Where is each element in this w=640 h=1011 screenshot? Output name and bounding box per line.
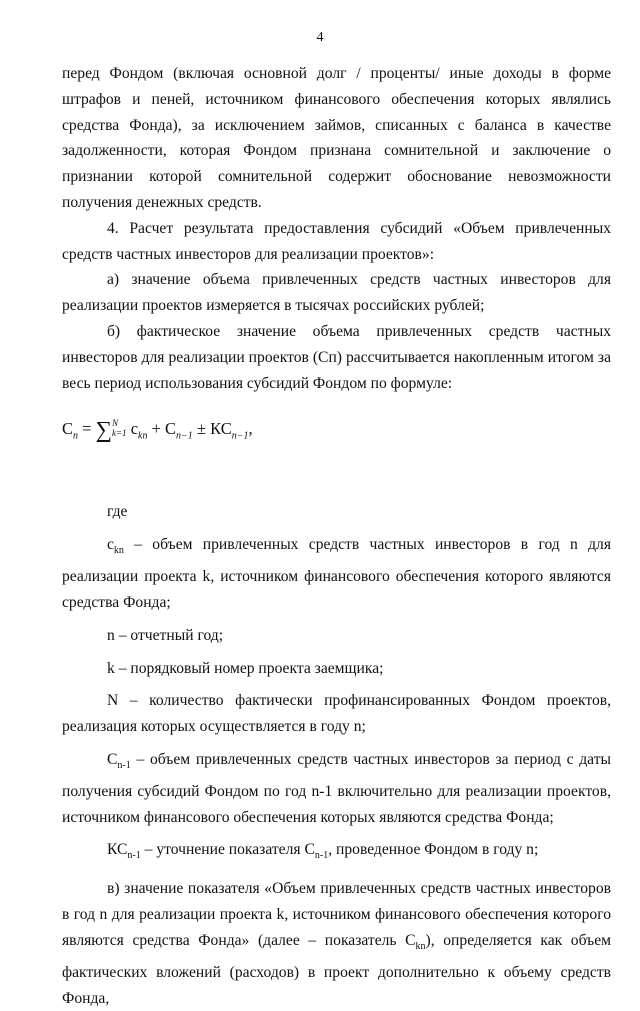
formula-plus: + [151, 419, 161, 439]
formula-sum-limits: N k=1 [111, 418, 127, 439]
paragraph-item-v: в) значение показателя «Объем привлеченных средств частных инвесторов в год n для реализации проекта k, источником финансового обеспечения которого являются средства Фонда» (далее – показатель $С_{kn}$), определяется как объем фактических вложений (расходов) в проект дополнительно к объему средств Фонда, [62, 880, 612, 1007]
formula-prev: $С_{n-1}$ [165, 419, 193, 442]
definition-N: N – количество фактически профинансированных Фондом проектов, реализация которых осуществляется в году n; [62, 692, 611, 736]
body-text [62, 61, 611, 1011]
definition-k: k – порядковый номер проекта заемщика; [107, 659, 384, 677]
definition-kcn1: $КС_{n-1}$ – уточнение показателя $С_{n-1}$, проведенное Фондом в году n; [107, 841, 539, 862]
formula-sigma: ∑ [95, 417, 112, 443]
formula: $С_n$ = ∑ N k=1 $c_{kn} + С_{n-1} \pm КС_{n-1}$, [62, 417, 253, 443]
definition-ckn: $с_{kn}$ – объем привлеченных средств частных инвесторов в год n для реализации проекта k, источником финансового обеспечения которого являются средства Фонда; [62, 536, 611, 611]
formula-equals: = [82, 419, 92, 439]
definition-n: n – отчетный год; [107, 626, 224, 644]
definition-cn1: $С_{n-1}$ – объем привлеченных средств частных инвесторов за период с даты получения субсидий Фондом по год n-1 включительно для реализации проектов, источником финансового обеспечения которых являются средства Фонда; [62, 750, 611, 826]
page-number: 4 [316, 30, 324, 45]
where-label: где [107, 503, 128, 521]
paragraph-item-a: а) значение объема привлеченных средств частных инвесторов для реализации проектов измеряется в тысячах российских рублей; [62, 271, 611, 315]
formula-term: $c_{kn}$ [130, 419, 148, 442]
formula-lhs: $С_n$ [62, 419, 79, 442]
formula-plus-minus: ± [196, 419, 206, 439]
paragraph-continuation: перед Фондом (включая основной долг / проценты/ иные доходы в форме штрафов и пеней, источником финансового обеспечения которых являлись средства Фонда), за исключением займов, списанных с баланса в качестве задолженности, которая Фондом признана сомнительной и заключение о признании которой сомнительной содержит обоснование невозможности получения денежных средств. [62, 65, 611, 211]
paragraph-item-b: б) фактическое значение объема привлеченных средств частных инвесторов для реализации проектов (Сп) рассчитывается накопленным итогом за весь период использования субсидий Фондом по формуле: [62, 322, 611, 392]
paragraph-item-4: 4. Расчет результата предоставления субсидий «Объем привлеченных средств частных инвесторов для реализации проектов»: [62, 219, 611, 263]
formula-kc: $КС_{n-1}$ [210, 419, 249, 442]
